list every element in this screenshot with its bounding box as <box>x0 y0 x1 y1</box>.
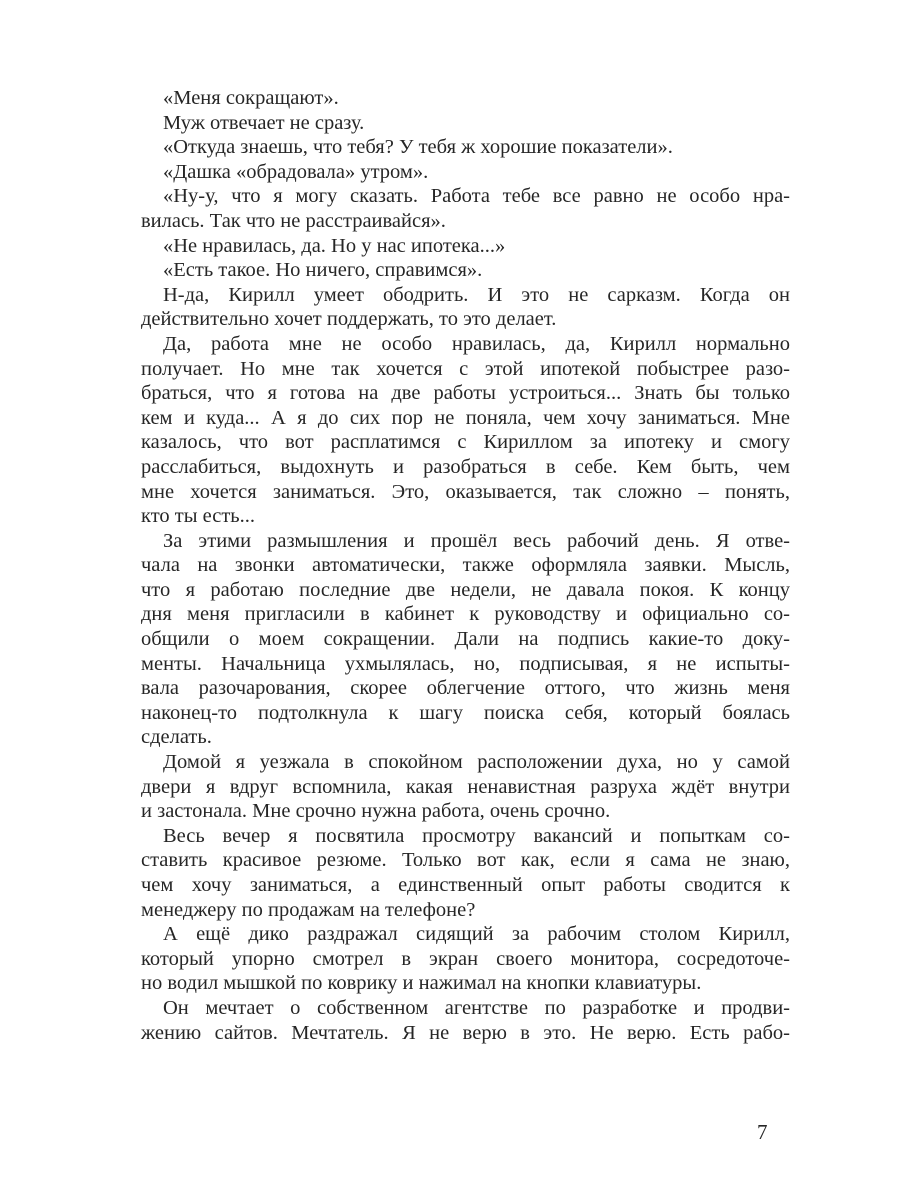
text-line: который упорно смотрел в экран своего монитора, сосредоточе- <box>141 947 790 970</box>
text-line: Да, работа мне не особо нравилась, да, Кирилл нормально <box>163 332 790 355</box>
text-line: казалось, что вот расплатимся с Кириллом за ипотеку и смогу <box>141 431 790 454</box>
text-line: Домой я уезжала в спокойном расположении духа, но у самой <box>163 751 790 774</box>
text-line: «Не нравилась, да. Но у нас ипотека...» <box>163 234 506 257</box>
text-line: Муж отвечает не сразу. <box>163 111 365 134</box>
text-line: жению сайтов. Мечтатель. Я не верю в это. Не верю. Есть рабо- <box>141 1021 790 1044</box>
text-line: общили о моем сокращении. Дали на подпись какие-то доку- <box>141 628 790 651</box>
text-line: мне хочется заниматься. Это, оказывается, так сложно – понять, <box>141 480 790 503</box>
text-line: вилась. Так что не расстраивайся». <box>141 209 446 232</box>
text-line: Он мечтает о собственном агентстве по разработке и продви- <box>163 996 790 1019</box>
text-line: Весь вечер я посвятила просмотру вакансий и попыткам со- <box>163 824 790 847</box>
text-line: двери я вдруг вспомнила, какая ненавистная разруха ждёт внутри <box>141 775 790 798</box>
text-line: За этими размышления и прошёл весь рабочий день. Я отве- <box>163 529 790 552</box>
text-line: кто ты есть... <box>141 505 256 528</box>
text-line: и застонала. Мне срочно нужна работа, очень срочно. <box>141 800 611 823</box>
text-line: «Откуда знаешь, что тебя? У тебя ж хорошие показатели». <box>163 136 673 159</box>
body-text <box>141 86 790 1045</box>
text-line: «Есть такое. Но ничего, справимся». <box>163 259 483 282</box>
text-line: «Дашка «обрадовала» утром». <box>163 160 429 183</box>
text-line: чем хочу заниматься, а единственный опыт работы сводится к <box>141 874 790 896</box>
text-line: чала на звонки автоматически, также оформляла заявки. Мысль, <box>141 554 790 577</box>
text-line: кем и куда... А я до сих пор не поняла, чем хочу заниматься. Мне <box>141 406 790 429</box>
text-line: но водил мышкой по коврику и нажимал на кнопки клавиатуры. <box>141 972 702 995</box>
text-line: получает. Но мне так хочется с этой ипотекой побыстрее разо- <box>141 357 790 380</box>
text-line: наконец-то подтолкнула к шагу поиска себя, который боялась <box>141 701 790 724</box>
text-line: менеджеру по продажам на телефоне? <box>141 898 476 921</box>
text-line: дня меня пригласили в кабинет к руководству и официально со- <box>141 603 790 626</box>
text-line: сделать. <box>141 726 212 749</box>
text-line: что я работаю последние две недели, не давала покоя. К концу <box>141 578 790 601</box>
text-line: менты. Начальница ухмылялась, но, подписывая, я не испыты- <box>141 652 790 675</box>
text-line: Н-да, Кирилл умеет ободрить. И это не сарказм. Когда он <box>163 283 790 306</box>
text-line: А ещё дико раздражал сидящий за рабочим столом Кирилл, <box>163 923 790 946</box>
text-line: действительно хочет поддержать, то это делает. <box>141 308 557 331</box>
page-number: 7 <box>757 1120 768 1144</box>
text-line: «Меня сокращают». <box>163 87 339 109</box>
text-line: ставить красивое резюме. Только вот как, если я сама не знаю, <box>141 849 790 872</box>
text-line: «Ну-у, что я могу сказать. Работа тебе все равно не особо нра- <box>163 185 790 208</box>
text-line: вала разочарования, скорее облегчение оттого, что жизнь меня <box>141 677 790 700</box>
text-line: браться, что я готова на две работы устроиться... Знать бы только <box>141 382 790 405</box>
text-line: расслабиться, выдохнуть и разобраться в себе. Кем быть, чем <box>141 455 790 478</box>
